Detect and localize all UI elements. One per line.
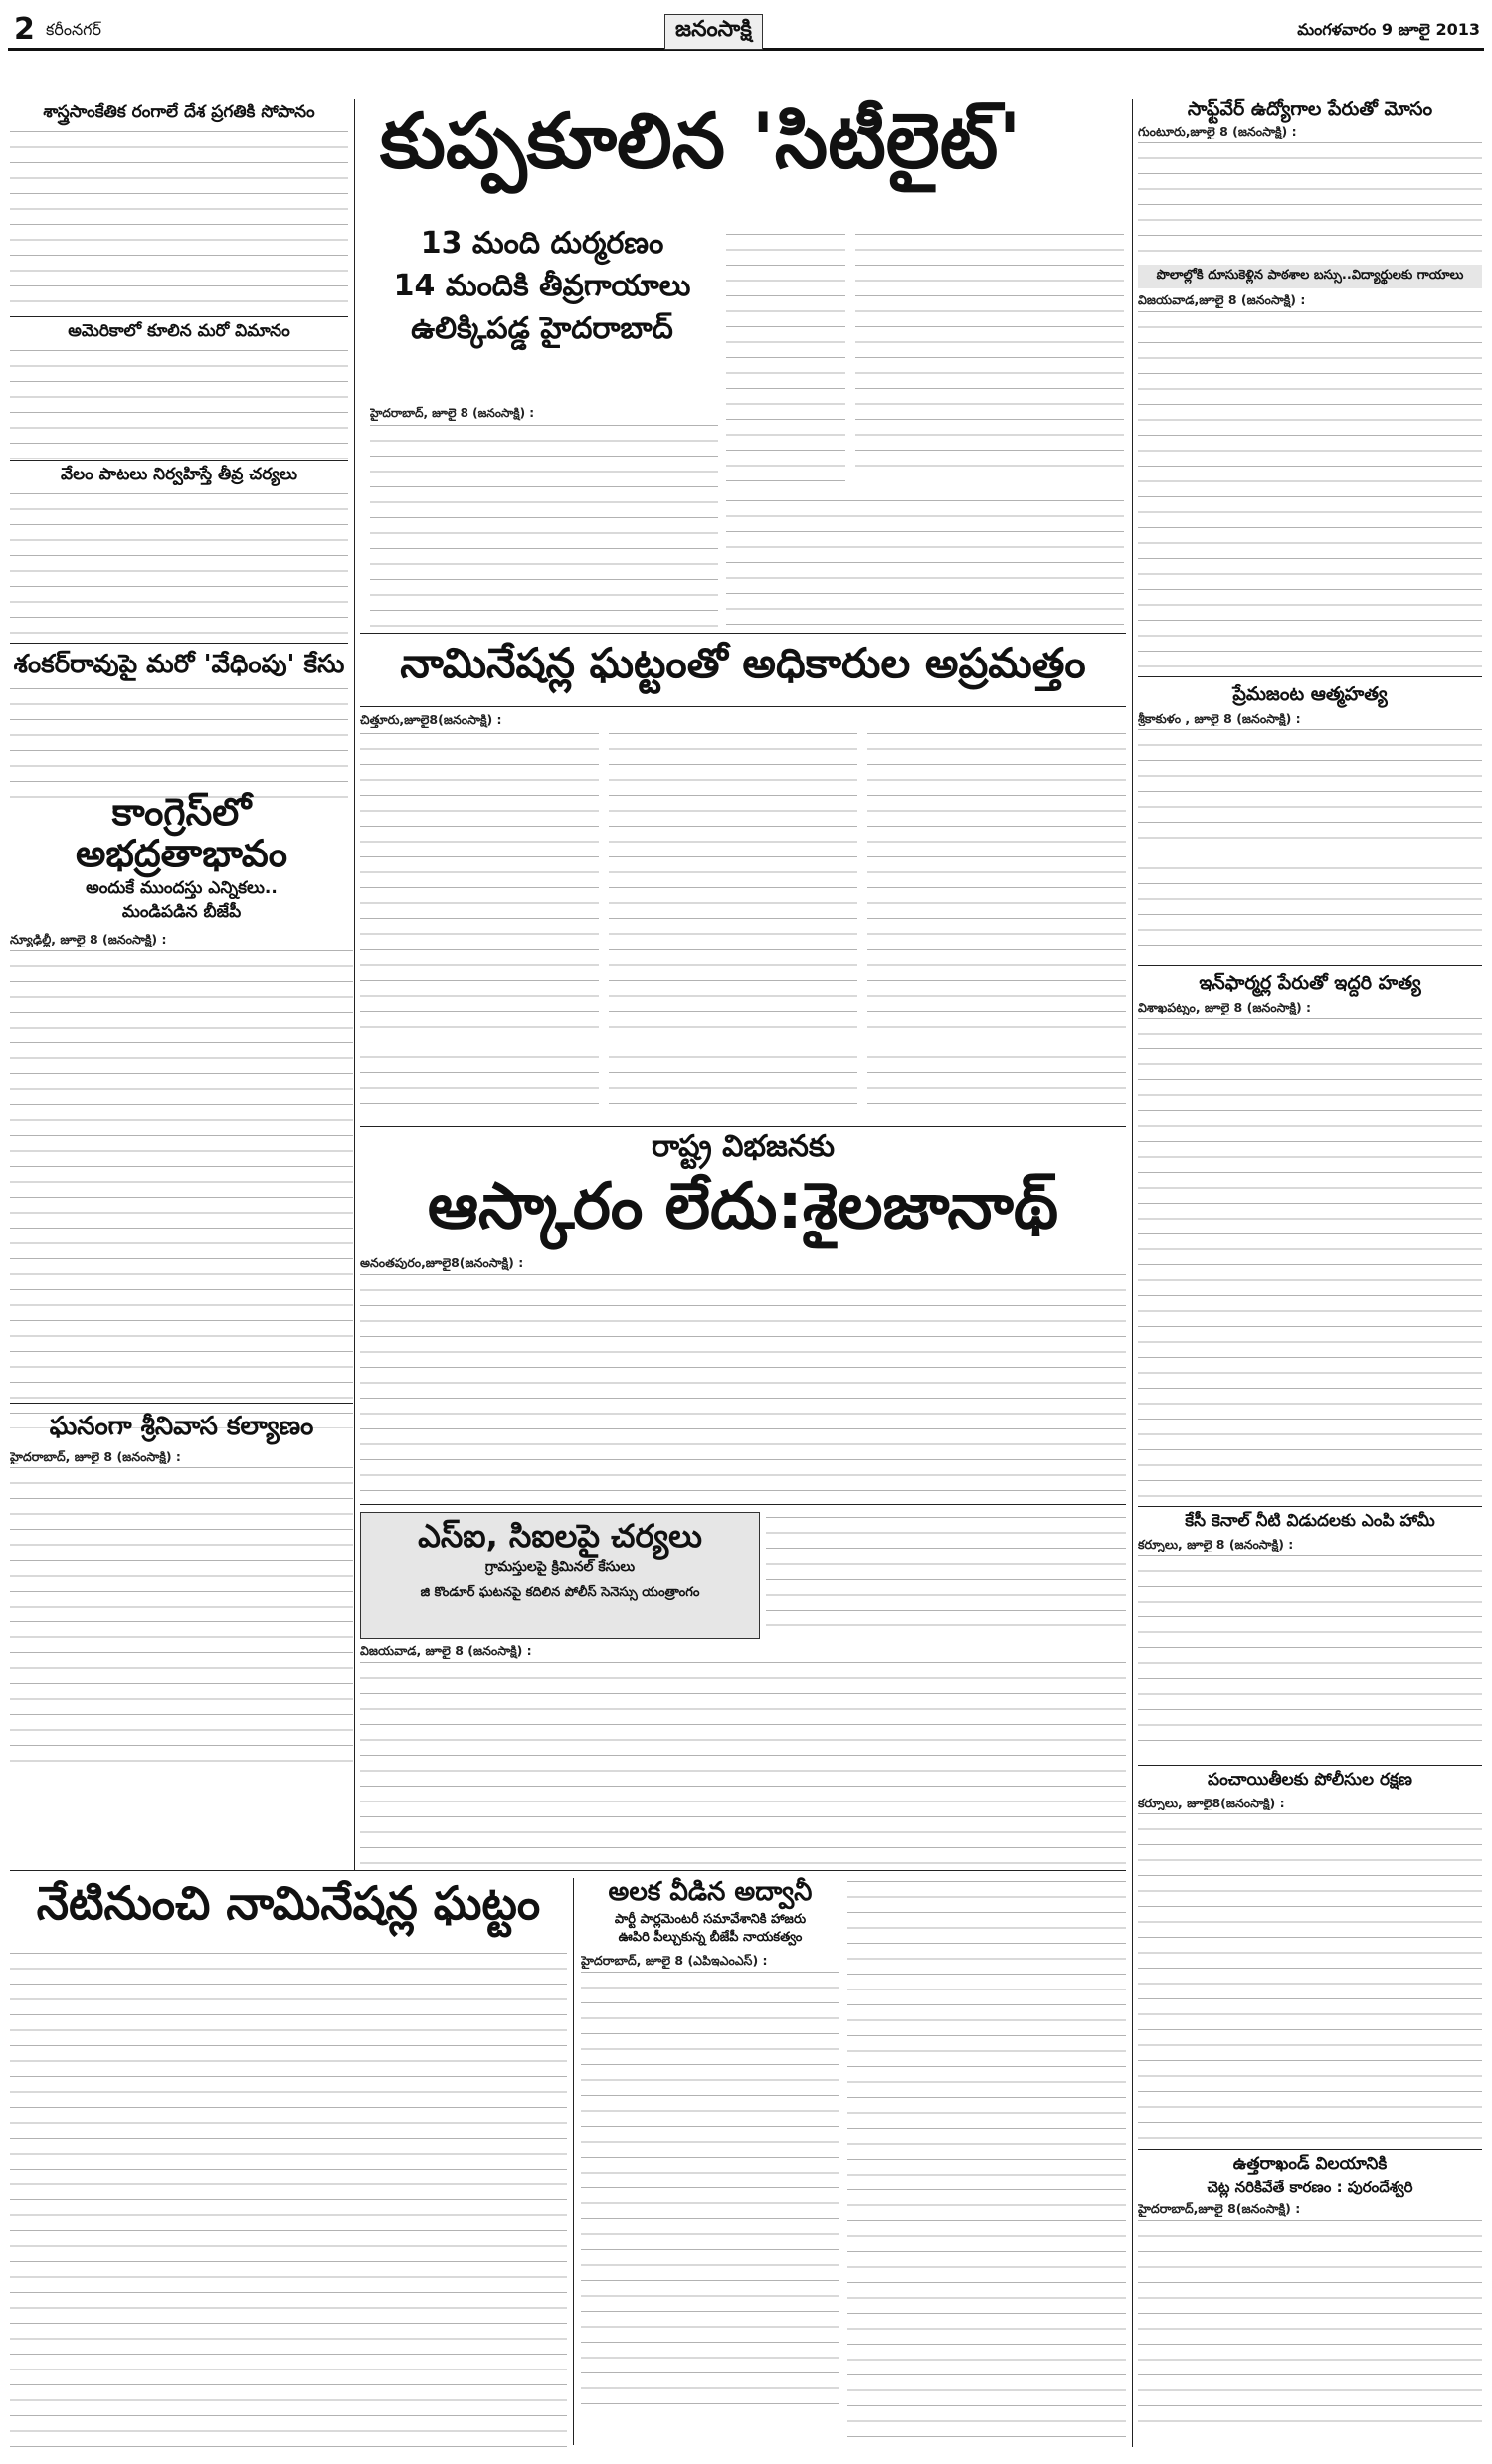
article-body [10,685,348,805]
article-body [766,1514,1126,1633]
dateline: విజయవాడ, జూలై 8 (జనంసాక్షి) : [360,1643,532,1658]
dateline: హైదరాబాద్‌,జూలై 8(జనంసాక్షి) : [1138,2201,1301,2217]
headline: సాఫ్ట్‌వేర్‌ ఉద్యోగాల పేరుతో మోసం [1187,98,1433,120]
dateline: చిత్తూరు,జూలై8(జనంసాక్షి) : [360,712,502,727]
article-body [10,128,348,317]
dateline: అనంతపురం,జూలై8(జనంసాక్షి) : [360,1255,524,1270]
article-body [360,1659,1126,1868]
article-body [10,347,348,459]
article-body [370,422,718,629]
dateline: న్యూఢిల్లీ, జూలై 8 (జనంసాక్షి) : [10,931,167,947]
article-body [609,730,857,1118]
subhead: జి కొండూర్‌ ఘటనపై కదిలిన పోలీస్‌ సెనెస్సు యంత్రాంగం [420,1584,700,1600]
column-divider [354,99,355,1870]
headline: వేలం పాటలు నిర్వహిస్తే తీవ్ర చర్యలు [60,465,297,484]
dateline: విశాఖపట్నం, జూలై 8 (జనంసాక్షి) : [1138,999,1312,1015]
article-body [1138,308,1482,674]
article-left-2 [10,322,348,459]
headline: కేసీ కెనాల్‌ నీటి విడుదలకు ఎంపి హామీ [1185,1511,1435,1531]
article-body [1138,139,1482,261]
article-left-3 [10,466,348,642]
dateline: శ్రీకాకుళం , జూలై 8 (జనంసాక్షి) : [1138,710,1301,726]
headline: నామినేషన్ల ఘట్టంతో అధికారుల అప్రమత్తం [400,639,1086,687]
article-body [360,730,599,1118]
article-congress [10,792,353,1428]
headline: ఎస్‌ఐ, సిఐలపై చర్యలు [418,1517,702,1555]
article-body [10,947,353,1428]
main-subheads [368,227,716,345]
subhead: గ్రామస్తులపై క్రిమినల్‌ కేసులు [484,1559,636,1576]
article-body [1138,1015,1482,1502]
dateline: గుంటూరు,జూలై 8 (జనంసాక్షి) : [1138,123,1297,139]
article-body [1138,2217,1482,2430]
article-body [867,730,1126,1118]
headline: ప్రేమజంట ఆత్మహత్య [1232,683,1388,705]
subhead: చెట్ల నరికివేతే కారణం : పురందేశ్వరి [1207,2178,1413,2196]
headline: పొలాల్లోకి దూసుకెళ్లిన పాఠశాల బస్సు..విద్యార్థులకు గాయాలు [1156,268,1464,283]
dateline: కర్నూలు, జూలై8(జనంసాక్షి) : [1138,1795,1285,1810]
subhead: ఉలిక్కిపడ్డ హైదరాబాద్‌ [411,311,673,346]
article-body [10,1464,353,1773]
page-number: 2 [14,12,35,47]
article-body [726,497,1124,627]
dateline: హైదరాబాద్‌, జూలై 8 (జనంసాక్షి) : [370,406,535,420]
subhead: 14 మందికి తీవ్రగాయాలు [393,269,691,303]
subhead: 13 మంది దుర్మరణం [420,226,664,261]
headline: కాంగ్రెస్‌లో అభద్రతాభావం [75,790,288,875]
article-si-ci [360,1512,760,1639]
main-headline: కుప్పకూలిన 'సిటీలైట్‌' [380,96,1022,185]
headline: ఇన్‌ఫార్మర్ల పేరుతో ఇద్దరి హత్య [1199,972,1421,994]
subhead: మండిపడిన బీజేపీ [121,902,242,923]
dateline: హైదరాబాద్‌, జూలై 8 (ఎపిఇఎంఎస్‌) : [581,1953,768,1969]
headline: అలక వీడిన అద్వానీ [608,1877,813,1907]
page-date: మంగళవారం 9 జూలై 2013 [1297,20,1480,39]
kicker: రాష్ట్ర విభజనకు [651,1129,836,1164]
article-left-4 [10,651,348,805]
dateline: హైదరాబాద్‌, జూలై 8 (జనంసాక్షి) : [10,1448,181,1464]
article-left-1 [10,103,348,317]
section-name: కరీంనగర్ [46,20,102,39]
headline: నేటినుంచి నామినేషన్ల ఘట్టం [36,1876,541,1930]
headline: పంచాయితీలకు పోలీసుల రక్షణ [1208,1770,1412,1790]
headline: అమెరికాలో కూలిన మరో విమానం [68,321,290,341]
dateline: విజయవాడ,జూలై 8 (జనంసాక్షి) : [1138,292,1306,307]
article-advani [581,1878,839,2406]
article-body [847,1878,1126,2447]
dateline: కర్నూలు, జూలై 8 (జనంసాక్షి) : [1138,1536,1294,1552]
headline: శాస్త్రసాంకేతిక రంగాలే దేశ ప్రగతికి సోపానం [43,102,315,122]
article-body [10,490,348,642]
main-story [360,96,1126,185]
subhead: పార్టీ పార్లమెంటరీ సమావేశానికి హాజరు [614,1911,807,1927]
article-body [1138,726,1482,957]
article-body [726,231,845,489]
masthead [8,8,1484,51]
article-kalyanam [10,1413,353,1773]
article-body [581,1969,839,2406]
article-body [360,1271,1126,1500]
headline: ఆస్కారం లేదు:శైలజానాథ్‌ [427,1170,1059,1243]
headline: ఉత్తరాఖండ్‌ విలయానికి [1232,2154,1388,2174]
article-body [1138,1810,1482,2139]
headline: ఘనంగా శ్రీనివాస కల్యాణం [49,1412,314,1441]
article-body [10,1950,567,2447]
subhead: అందుకే ముందస్తు ఎన్నికలు.. [86,877,278,898]
article-body [855,231,1124,479]
brand-logo: జనంసాక్షి [664,14,763,50]
headline: శంకర్‌రావుపై మరో 'వేధింపు' కేసు [13,650,345,679]
subhead: ఊపిరి పీల్చుకున్న బీజేపీ నాయకత్వం [618,1929,803,1945]
article-body [1138,1552,1482,1751]
column-divider [1132,99,1133,2447]
